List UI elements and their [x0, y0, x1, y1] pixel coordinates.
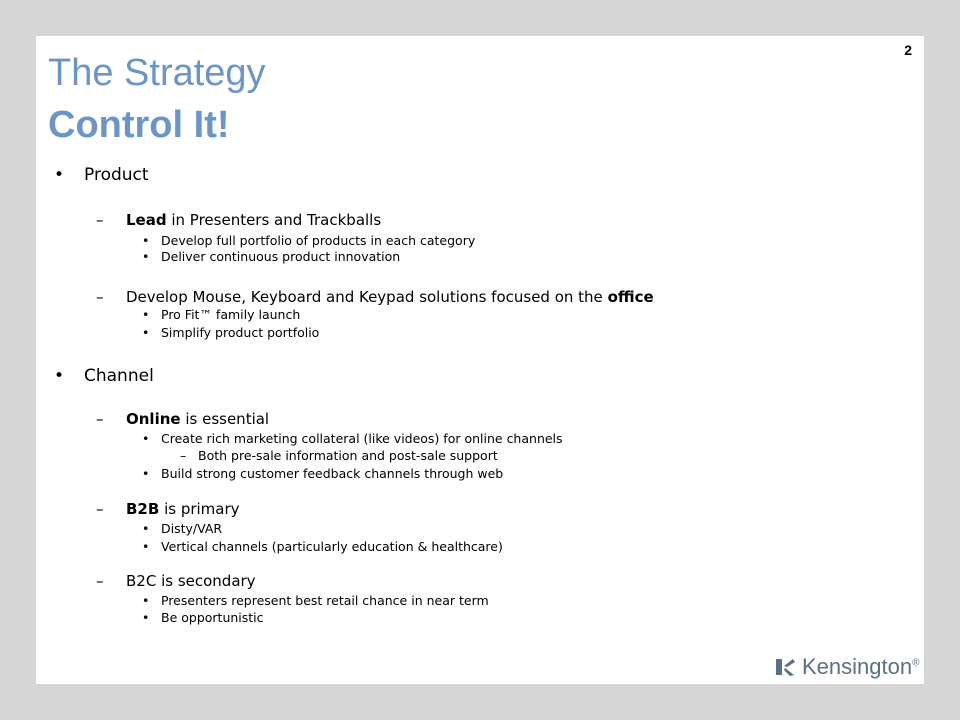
bullet-marker: • [142, 521, 150, 536]
item-develop [96, 288, 654, 306]
bullet-marker: • [54, 165, 65, 185]
channel-heading: Channel [84, 366, 154, 386]
bullet-marker: • [54, 366, 65, 386]
online-rest: is essential [180, 410, 270, 428]
product-heading: Product [84, 165, 149, 185]
online-bullet-text: Create rich marketing collateral (like videos) for online channels [161, 431, 563, 446]
b2c-bullet-text: Presenters represent best retail chance in near term [161, 593, 489, 608]
lead-bullet-1 [142, 233, 476, 248]
item-online [96, 410, 270, 428]
develop-bullet-1 [142, 307, 301, 322]
dash-marker: – [96, 410, 104, 428]
b2b-bullet-text: Vertical channels (particularly education & healthcare) [161, 539, 503, 554]
item-lead [96, 211, 382, 229]
online-sub-text: Both pre-sale information and post-sale support [198, 448, 498, 463]
online-bold: Online [126, 410, 181, 428]
lead-bullet-text: Develop full portfolio of products in each category [161, 233, 476, 248]
bullet-marker: • [142, 466, 150, 481]
develop-bullet-text: Simplify product portfolio [161, 325, 320, 340]
item-b2c [96, 572, 256, 590]
online-bullet-1 [142, 431, 563, 446]
bullet-marker: • [142, 307, 150, 322]
b2b-bold: B2B [126, 500, 160, 518]
b2c-bullet-text: Be opportunistic [161, 610, 264, 625]
develop-text: Develop Mouse, Keyboard and Keypad solutions focused on the [126, 288, 608, 306]
b2b-rest: is primary [159, 500, 240, 518]
lead-rest: in Presenters and Trackballs [166, 211, 382, 229]
b2c-text: B2C is secondary [126, 572, 256, 590]
online-bullet-text: Build strong customer feedback channels through web [161, 466, 504, 481]
develop-bullet-text: Pro Fit™ family launch [161, 307, 301, 322]
bullet-marker: • [142, 539, 150, 554]
bullet-marker: • [142, 233, 150, 248]
b2b-bullet-text: Disty/VAR [161, 521, 223, 536]
bullet-marker: • [142, 610, 150, 625]
b2b-bullet-1 [142, 521, 223, 536]
develop-bullet-2 [142, 325, 320, 340]
dash-marker: – [96, 572, 104, 590]
dash-marker: – [96, 211, 104, 229]
logo-wordmark: Kensington [802, 654, 913, 679]
online-bullet-2 [142, 466, 504, 481]
dash-marker: – [96, 288, 104, 306]
lead-bullet-text: Deliver continuous product innovation [161, 249, 401, 264]
b2c-bullet-2 [142, 610, 264, 625]
kensington-lock-icon [774, 657, 796, 677]
slide [36, 36, 924, 684]
b2c-bullet-1 [142, 593, 489, 608]
kensington-logo [774, 654, 919, 680]
bullet-marker: • [142, 593, 150, 608]
bullet-marker: • [142, 325, 150, 340]
logo-text [802, 654, 919, 680]
lead-bold: Lead [126, 211, 167, 229]
b2b-bullet-2 [142, 539, 503, 554]
bullet-channel [54, 366, 154, 386]
develop-bold: office [607, 288, 654, 306]
dash-marker: – [96, 500, 104, 518]
lead-bullet-2 [142, 249, 401, 264]
title-line-1: The Strategy [48, 52, 266, 94]
bullet-product [54, 165, 149, 185]
title-line-2: Control It! [48, 104, 230, 146]
page-number: 2 [904, 42, 912, 58]
dash-marker: – [180, 448, 187, 463]
item-b2b [96, 500, 240, 518]
trademark-symbol: ® [912, 657, 920, 669]
online-sub-item [180, 448, 498, 463]
bullet-marker: • [142, 249, 150, 264]
bullet-marker: • [142, 431, 150, 446]
